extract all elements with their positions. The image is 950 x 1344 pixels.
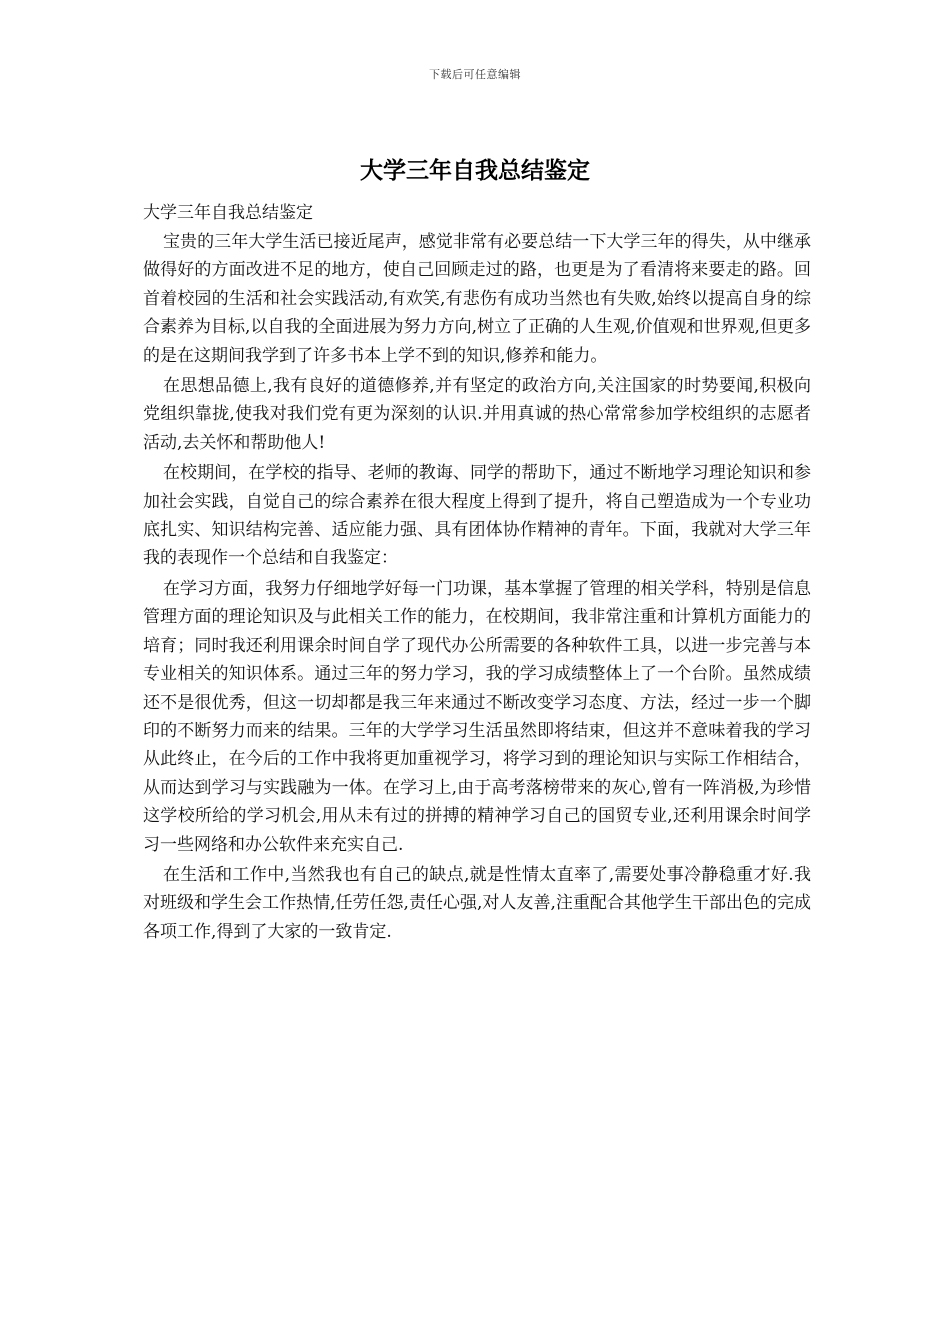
document-title: 大学三年自我总结鉴定	[360, 157, 590, 184]
page-header-note: 下载后可任意编辑	[429, 68, 521, 81]
paragraph-ideology: 在思想品德上,我有良好的道德修养,并有坚定的政治方向,关注国家的时势要闻,积极向党组织靠拢,使我对我们党有更为深刻的认识.并用真诚的热心常常参加学校组织的志愿者活动,去关怀和帮助他人!	[143, 376, 811, 453]
document-body	[143, 198, 811, 948]
paragraph-school-period: 在校期间，在学校的指导、老师的教诲、同学的帮助下，通过不断地学习理论知识和参加社会实践，自觉自己的综合素养在很大程度上得到了提升，将自己塑造成为一个专业功底扎实、知识结构完善、适应能力强、具有团体协作精神的青年。下面，我就对大学三年我的表现作一个总结和自我鉴定：	[143, 463, 811, 569]
paragraph-study: 在学习方面，我努力仔细地学好每一门功课，基本掌握了管理的相关学科，特别是信息管理方面的理论知识及与此相关工作的能力，在校期间，我非常注重和计算机方面能力的培育；同时我还利用课余时间自学了现代办公所需要的各种软件工具，以进一步完善与本专业相关的知识体系。通过三年的努力学习，我的学习成绩整体上了一个台阶。虽然成绩还不是很优秀，但这一切却都是我三年来通过不断改变学习态度、方法，经过一步一个脚印的不断努力而来的结果。三年的大学学习生活虽然即将结束，但这并不意味着我的学习从此终止，在今后的工作中我将更加重视学习，将学习到的理论知识与实际工作相结合，从而达到学习与实践融为一体。在学习上,由于高考落榜带来的灰心,曾有一阵消极,为珍惜这学校所给的学习机会,用从未有过的拼搏的精神学习自己的国贸专业,还利用课余时间学习一些网络和办公软件来充实自己.	[143, 578, 811, 855]
document-subtitle: 大学三年自我总结鉴定	[143, 203, 313, 223]
paragraph-life-work: 在生活和工作中,当然我也有自己的缺点,就是性情太直率了,需要处事冷静稳重才好.我对班级和学生会工作热情,任劳任怨,责任心强,对人友善,注重配合其他学生干部出色的完成各项工作,得到了大家的一致肯定.	[143, 864, 811, 942]
paragraph-intro: 宝贵的三年大学生活已接近尾声，感觉非常有必要总结一下大学三年的得失，从中继承做得好的方面改进不足的地方，使自己回顾走过的路，也更是为了看清将来要走的路。回首着校园的生活和社会实践活动,有欢笑,有悲伤有成功当然也有失败,始终以提高自身的综合素养为目标,以自我的全面进展为努力方向,树立了正确的人生观,价值观和世界观,但更多的是在这期间我学到了许多书本上学不到的知识,修养和能力。	[143, 232, 811, 366]
